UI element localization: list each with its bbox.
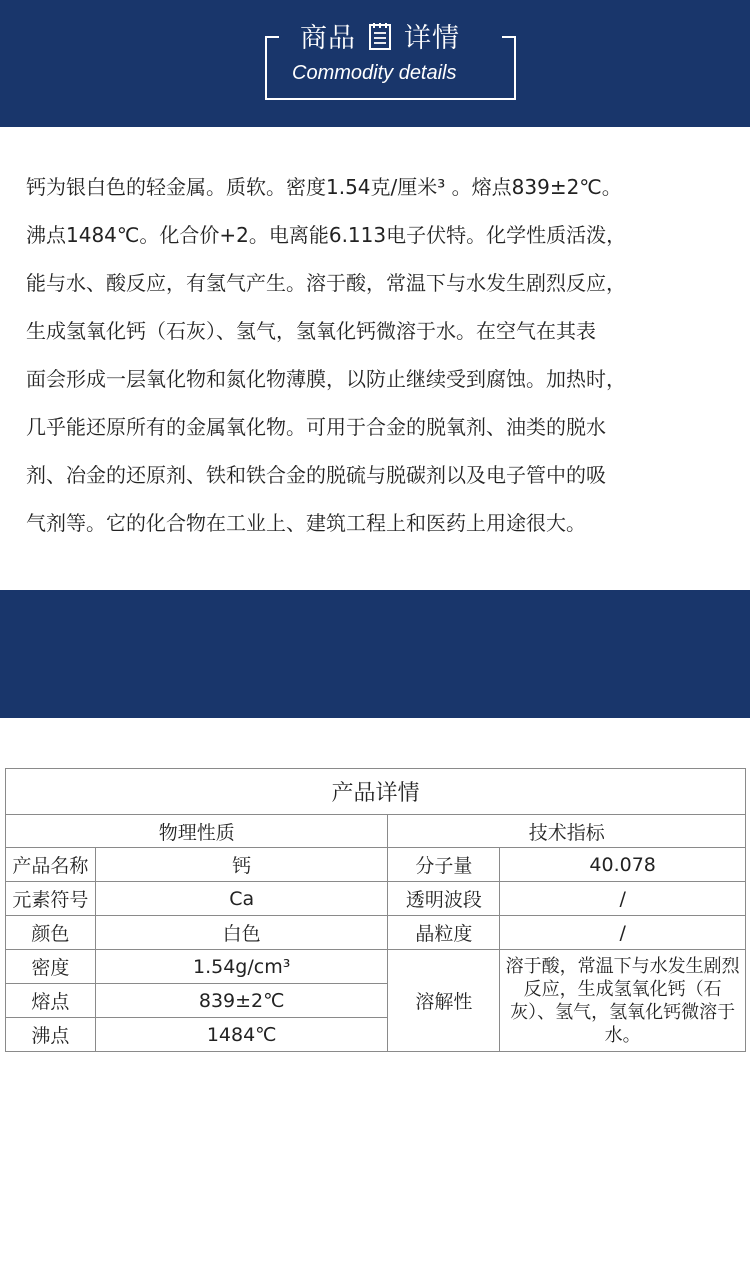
table-row <box>6 882 746 916</box>
table-row <box>6 950 746 984</box>
description-line: 能与水、酸反应，有氢气产生。溶于酸，常温下与水发生剧烈反应， <box>26 271 626 295</box>
frame-tick-right <box>505 1215 519 1217</box>
section-subtitle: Chemical composition <box>276 1242 472 1264</box>
title-right: 详情 <box>410 1203 466 1234</box>
spec-key: 透明波段 <box>388 882 500 916</box>
property-value: 1484℃ <box>95 1018 388 1052</box>
solubility-key: 溶解性 <box>388 950 500 1052</box>
technical-specs-header: 技术指标 <box>388 815 746 848</box>
description-line: 生成氢氧化钙（石灰）、氢气，氢氧化钙微溶于水。在空气在其表 <box>26 319 596 343</box>
property-value: Ca <box>95 882 388 916</box>
table-subheader-row <box>6 815 746 848</box>
property-key: 元素符号 <box>6 882 96 916</box>
table-header-row <box>6 769 746 815</box>
property-value: 白色 <box>95 916 388 950</box>
spec-value: 40.078 <box>500 848 746 882</box>
molecule-icon <box>366 1200 402 1232</box>
property-value: 839±2℃ <box>95 984 388 1018</box>
frame-tick-left <box>265 36 279 38</box>
frame-tick-right <box>502 36 516 38</box>
description-line: 钙为银白色的轻金属。质软。密度1.54克/厘米³ 。熔点839±2℃。 <box>26 175 622 199</box>
description-line: 气剂等。它的化合物在工业上、建筑工程上和医药上用途很大。 <box>26 511 586 535</box>
property-key: 颜色 <box>6 916 96 950</box>
property-value: 1.54g/cm³ <box>95 950 388 984</box>
description-line: 沸点1484℃。化合价+2。电离能6.113电子伏特。化学性质活泼， <box>26 223 627 247</box>
section-subtitle: Commodity details <box>292 62 457 84</box>
property-value: 钙 <box>95 848 388 882</box>
section-title <box>300 16 460 55</box>
table-row <box>6 916 746 950</box>
spec-value: / <box>500 916 746 950</box>
solubility-value: 溶于酸，常温下与水发生剧烈反应，生成氢氧化钙（石灰）、氢气，氢氧化钙微溶于水。 <box>500 950 746 1052</box>
title-left: 产品 <box>302 1203 358 1234</box>
section-title <box>302 1196 466 1235</box>
physical-properties-header: 物理性质 <box>6 815 388 848</box>
product-details-table <box>5 768 746 1052</box>
spec-key: 晶粒度 <box>388 916 500 950</box>
description-line: 剂、冶金的还原剂、铁和铁合金的脱硫与脱碳剂以及电子管中的吸 <box>26 463 606 487</box>
notepad-icon <box>364 20 396 52</box>
property-key: 沸点 <box>6 1018 96 1052</box>
frame-tick-left <box>267 1215 281 1217</box>
description-text <box>26 163 732 547</box>
spec-value: / <box>500 882 746 916</box>
property-key: 产品名称 <box>6 848 96 882</box>
title-right: 详情 <box>404 23 460 54</box>
property-key: 密度 <box>6 950 96 984</box>
title-left: 商品 <box>300 23 356 54</box>
table-row <box>6 848 746 882</box>
property-key: 熔点 <box>6 984 96 1018</box>
table-title: 产品详情 <box>6 769 746 815</box>
commodity-details-banner <box>0 0 750 127</box>
description-line: 几乎能还原所有的金属氧化物。可用于合金的脱氧剂、油类的脱水 <box>26 415 606 439</box>
description-line: 面会形成一层氧化物和氮化物薄膜，以防止继续受到腐蚀。加热时， <box>26 367 626 391</box>
spec-key: 分子量 <box>388 848 500 882</box>
